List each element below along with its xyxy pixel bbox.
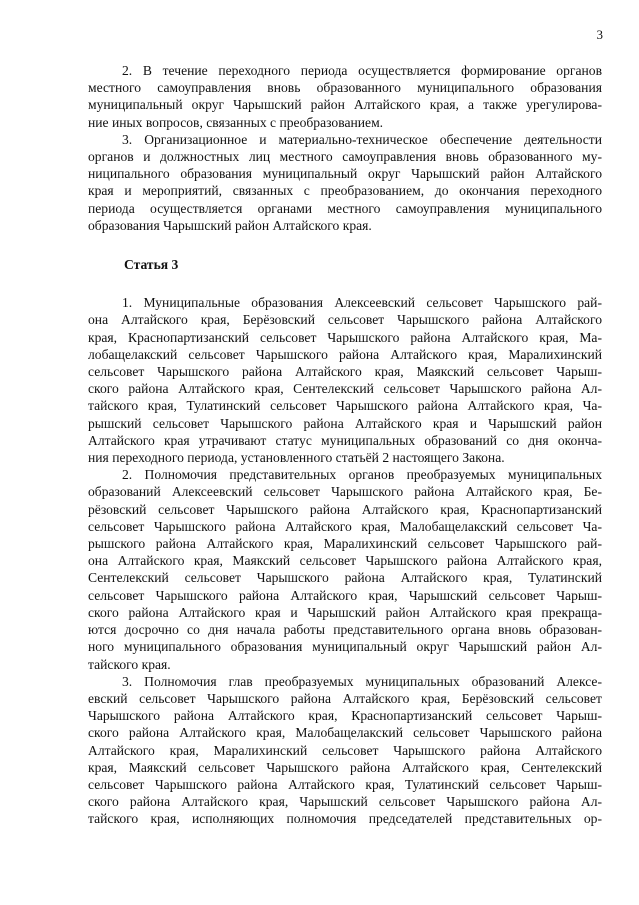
text-line: ного муниципального образования муниципальный округ Чарышский район Ал- — [88, 639, 602, 655]
text-line: тайского края, исполняющих полномочия председателей представительных ор- — [88, 811, 602, 827]
article-3-heading: Статья 3 — [124, 257, 179, 273]
text-line: Алтайского края утрачивают статус муниципальных образований со дня оконча- — [88, 432, 602, 448]
page-number: 3 — [596, 27, 603, 42]
text-line: 1. Муниципальные образования Алексеевский сельсовет Чарышского рай- — [122, 295, 602, 311]
text-line: ского района Алтайского края, Чарышский сельсовет Чарышского района Ал- — [88, 794, 602, 810]
text-line: края и мероприятий, связанных с преобразованием, до окончания переходного — [88, 183, 602, 199]
text-line: тайского края, Тулатинский сельсовет Чарышского района Алтайского края, Ча- — [88, 398, 602, 414]
text-line: сельсовет Чарышского района Алтайского края, Тулатинский сельсовет Чарыш- — [88, 776, 602, 792]
text-line: она Алтайского края, Маякский сельсовет Чарышского района Алтайского края, — [88, 553, 602, 569]
text-line: тайского края. — [88, 656, 171, 672]
text-line: муниципальный округ Чарышский район Алтайского края, а также урегулирова- — [88, 97, 602, 113]
text-line: ния переходного периода, установленного статьёй 2 настоящего Закона. — [88, 450, 505, 466]
text-line: ского района Алтайского края и Чарышский район Алтайского края прекраща- — [88, 604, 602, 620]
text-line: 3. Организационное и материально-техническое обеспечение деятельности — [122, 131, 602, 147]
article-3-body — [88, 294, 602, 827]
page-body — [88, 62, 602, 828]
paragraph-article3-item1 — [88, 294, 602, 466]
text-line: органов и должностных лиц местного самоуправления вновь образованного му- — [88, 149, 602, 165]
text-line: 3. Полномочия глав преобразуемых муниципальных образований Алексе- — [122, 673, 602, 689]
text-line: Алтайского края, Маралихинский сельсовет Чарышского района Алтайского — [88, 742, 602, 758]
text-line: сельсовет Чарышского района Алтайского края, Малобащелакский сельсовет Ча- — [88, 518, 602, 534]
text-line: Чарышского района Алтайского края, Краснопартизанский сельсовет Чарыш- — [88, 708, 602, 724]
text-line: евский сельсовет Чарышского района Алтайского края, Берёзовский сельсовет — [88, 690, 602, 706]
text-line: ются досрочно со дня начала работы представительного органа вновь образован- — [88, 622, 602, 638]
text-line: ниципального образования муниципальный округ Чарышский район Алтайского — [88, 166, 602, 182]
text-line: рышского района Алтайского края, Маралихинский сельсовет Чарышского рай- — [88, 536, 602, 552]
text-line: рёзовский сельсовет Чарышского района Алтайского края, Краснопартизанский — [88, 501, 602, 517]
text-line: образований Алексеевский сельсовет Чарышского района Алтайского края, Бе- — [88, 484, 602, 500]
text-line: 2. В течение переходного периода осуществляется формирование органов — [122, 63, 602, 78]
text-line: края, Маякский сельсовет Чарышского района Алтайского края, Сентелекский — [88, 759, 602, 775]
paragraph-article3-item2 — [88, 466, 602, 672]
text-line: ние иных вопросов, связанных с преобразованием. — [88, 114, 384, 130]
text-line: края, Краснопартизанский сельсовет Чарышского района Алтайского края, Ма- — [88, 329, 602, 345]
text-line: местного самоуправления вновь образованного муниципального образования — [88, 80, 602, 96]
text-line: Сентелекский сельсовет Чарышского района Алтайского края, Тулатинский — [88, 570, 602, 586]
paragraph-article2-item2 — [88, 62, 602, 131]
text-line: лобащелакский сельсовет Чарышского района Алтайского края, Маралихинский — [88, 346, 602, 362]
text-line: ского района Алтайского края, Сентелекский сельсовет Чарышского района Ал- — [88, 381, 602, 397]
text-line: сельсовет Чарышского района Алтайского края, Чарышский сельсовет Чарыш- — [88, 587, 602, 603]
text-line: она Алтайского края, Берёзовский сельсовет Чарышского района Алтайского — [88, 312, 602, 328]
text-line: 2. Полномочия представительных органов преобразуемых муниципальных — [122, 467, 602, 483]
text-line: образования Чарышский район Алтайского края. — [88, 217, 372, 233]
text-line: ского района Алтайского края, Малобащелакский сельсовет Чарышского района — [88, 725, 602, 741]
article-2-continuation — [88, 62, 602, 234]
paragraph-article3-item3 — [88, 673, 602, 828]
paragraph-article2-item3 — [88, 131, 602, 234]
text-line: сельсовет Чарышского района Алтайского края, Маякский сельсовет Чарыш- — [88, 364, 602, 380]
text-line: рышский сельсовет Чарышского района Алтайского края и Чарышский район — [88, 415, 602, 431]
text-line: периода осуществляется органами местного самоуправления муниципального — [88, 200, 602, 216]
